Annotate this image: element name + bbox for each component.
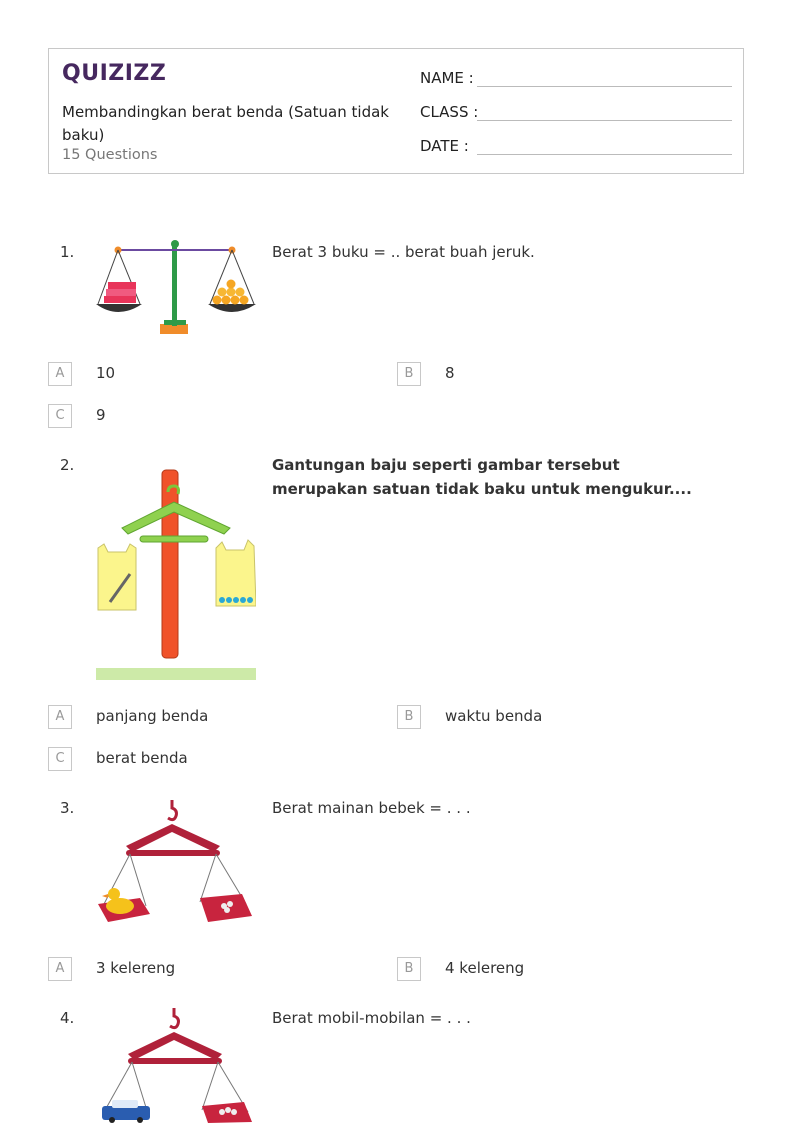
option-text: panjang benda <box>96 707 209 725</box>
class-field[interactable] <box>420 103 478 121</box>
question-number: 3. <box>60 799 75 817</box>
question-text: Berat mainan bebek = . . . <box>272 799 471 817</box>
question-number: 2. <box>60 456 75 474</box>
name-field[interactable] <box>420 69 474 87</box>
option-letter: C <box>48 747 72 771</box>
option-letter: B <box>397 362 421 386</box>
option-text: 10 <box>96 364 116 382</box>
option-letter: B <box>397 957 421 981</box>
name-label: NAME : <box>420 69 474 87</box>
option-text: 3 kelereng <box>96 959 176 977</box>
question-text: Berat mobil-mobilan = . . . <box>272 1009 471 1027</box>
class-line <box>477 120 732 121</box>
option-letter: C <box>48 404 72 428</box>
option-letter: A <box>48 957 72 981</box>
date-line <box>477 154 732 155</box>
hanger-balance-duck-illustration <box>96 796 256 928</box>
date-label: DATE : <box>420 137 469 155</box>
class-label: CLASS : <box>420 103 479 121</box>
question-number: 4. <box>60 1009 75 1027</box>
question-text: Gantungan baju seperti gambar tersebut merupakan satuan tidak baku untuk mengukur.... <box>272 456 692 498</box>
question-number: 1. <box>60 243 75 261</box>
hanger-pole-illustration <box>96 452 256 680</box>
worksheet-header <box>48 48 744 174</box>
quizizz-logo: QUIZIZZ <box>62 61 167 86</box>
worksheet-title: Membandingkan berat benda (Satuan tidak baku) <box>62 103 389 144</box>
option-text: 9 <box>96 406 106 424</box>
name-line <box>477 86 732 87</box>
option-text: 8 <box>445 364 455 382</box>
hanger-balance-car-illustration <box>98 1006 254 1123</box>
option-letter: A <box>48 362 72 386</box>
option-text: waktu benda <box>445 707 543 725</box>
balance-scale-illustration <box>96 238 258 340</box>
question-count: 15 Questions <box>62 147 158 163</box>
question-text: Berat 3 buku = .. berat buah jeruk. <box>272 243 535 261</box>
option-text: 4 kelereng <box>445 959 525 977</box>
option-text: berat benda <box>96 749 188 767</box>
option-letter: A <box>48 705 72 729</box>
option-letter: B <box>397 705 421 729</box>
date-field[interactable] <box>420 137 469 155</box>
